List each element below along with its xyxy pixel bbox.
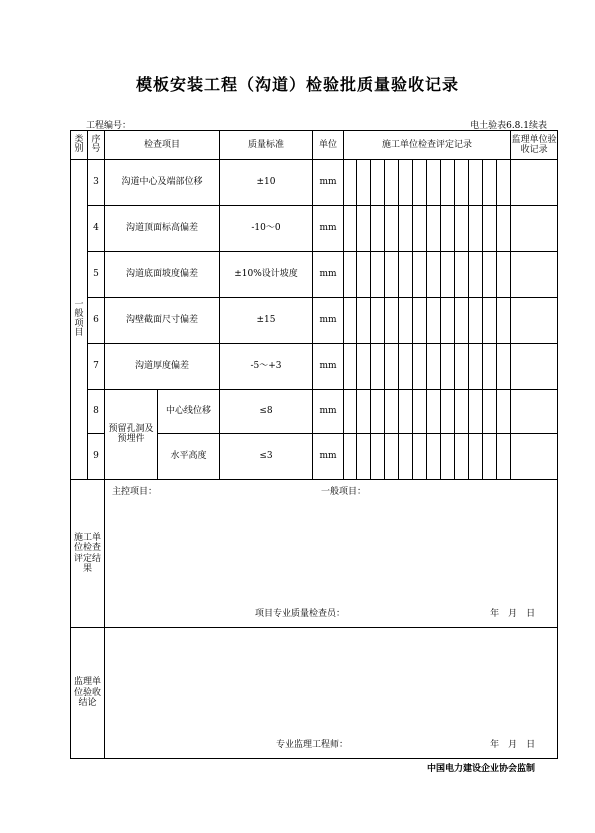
main-items-label: 主控项目： xyxy=(112,487,158,497)
form-number: 电土验表6.8.1续表 xyxy=(470,121,547,131)
supervision-conclusion-row xyxy=(71,628,558,759)
row-item: 沟道顶面标高偏差 xyxy=(105,206,220,252)
row-item: 沟道中心及端部位移 xyxy=(105,160,220,206)
record-cell[interactable] xyxy=(441,344,455,390)
row-standard: ≤3 xyxy=(220,434,313,480)
record-cell[interactable] xyxy=(455,252,469,298)
supervision-cell[interactable] xyxy=(511,252,558,298)
row-seq: 8 xyxy=(88,390,105,434)
record-cell[interactable] xyxy=(441,298,455,344)
row-standard: ≤8 xyxy=(220,390,313,434)
supervision-conclusion-label: 监理单位验收结论 xyxy=(73,677,101,709)
construction-result-row xyxy=(71,480,558,628)
record-cell[interactable] xyxy=(497,298,511,344)
record-cell[interactable] xyxy=(371,434,385,480)
supervision-cell[interactable] xyxy=(511,298,558,344)
inspection-table xyxy=(70,130,558,759)
row-standard: -5～+3 xyxy=(220,344,313,390)
record-cell[interactable] xyxy=(371,206,385,252)
row-seq: 5 xyxy=(88,252,105,298)
row-unit: mm xyxy=(313,434,344,480)
record-cell[interactable] xyxy=(399,160,413,206)
record-cell[interactable] xyxy=(497,206,511,252)
record-cell[interactable] xyxy=(344,206,357,252)
construction-result-label-cell xyxy=(71,480,105,628)
row-standard: ±10%设计坡度 xyxy=(220,252,313,298)
supervision-cell[interactable] xyxy=(511,160,558,206)
record-cell[interactable] xyxy=(413,344,427,390)
supervision-cell[interactable] xyxy=(511,434,558,480)
general-items-label: 一般项目： xyxy=(321,487,367,497)
record-cell[interactable] xyxy=(357,160,371,206)
header-seq: 序号 xyxy=(91,134,101,154)
record-cell[interactable] xyxy=(413,252,427,298)
row-item: 沟壁截面尺寸偏差 xyxy=(105,298,220,344)
category-cell xyxy=(71,160,88,480)
header-unit: 单位 xyxy=(313,131,344,160)
row-item: 中心线位移 xyxy=(158,390,220,434)
record-cell[interactable] xyxy=(483,252,497,298)
row-unit: mm xyxy=(313,298,344,344)
record-cell[interactable] xyxy=(427,298,441,344)
record-cell[interactable] xyxy=(441,390,455,434)
row-unit: mm xyxy=(313,344,344,390)
row-item: 沟道厚度偏差 xyxy=(105,344,220,390)
record-cell[interactable] xyxy=(357,344,371,390)
record-cell[interactable] xyxy=(483,206,497,252)
row-standard: ±10 xyxy=(220,160,313,206)
row-seq: 7 xyxy=(88,344,105,390)
record-cell[interactable] xyxy=(385,344,399,390)
record-cell[interactable] xyxy=(385,252,399,298)
record-cell[interactable] xyxy=(455,298,469,344)
record-cell[interactable] xyxy=(469,390,483,434)
record-cell[interactable] xyxy=(483,298,497,344)
record-cell[interactable] xyxy=(371,344,385,390)
category-general: 一般项目 xyxy=(74,299,84,338)
record-cell[interactable] xyxy=(371,390,385,434)
record-cell[interactable] xyxy=(497,434,511,480)
record-cell[interactable] xyxy=(357,434,371,480)
record-cell[interactable] xyxy=(483,390,497,434)
record-cell[interactable] xyxy=(455,344,469,390)
header-supervision-record: 监理单位验收记录 xyxy=(511,131,558,160)
record-cell[interactable] xyxy=(357,298,371,344)
row-unit: mm xyxy=(313,206,344,252)
conclusion-date: 年 月 日 xyxy=(490,740,536,750)
record-cell[interactable] xyxy=(413,298,427,344)
record-cell[interactable] xyxy=(399,390,413,434)
record-cell[interactable] xyxy=(344,434,357,480)
row-unit: mm xyxy=(313,160,344,206)
record-cell[interactable] xyxy=(497,252,511,298)
record-cell[interactable] xyxy=(399,298,413,344)
record-cell[interactable] xyxy=(483,160,497,206)
record-cell[interactable] xyxy=(385,434,399,480)
header-row xyxy=(71,131,558,160)
record-cell[interactable] xyxy=(427,160,441,206)
supervision-label-cell xyxy=(71,628,105,759)
record-cell[interactable] xyxy=(385,298,399,344)
row-item: 水平高度 xyxy=(158,434,220,480)
row-seq: 3 xyxy=(88,160,105,206)
record-cell[interactable] xyxy=(344,298,357,344)
row-seq: 9 xyxy=(88,434,105,480)
record-cell[interactable] xyxy=(385,206,399,252)
record-cell[interactable] xyxy=(427,434,441,480)
record-cell[interactable] xyxy=(344,160,357,206)
record-cell[interactable] xyxy=(441,160,455,206)
row-seq: 6 xyxy=(88,298,105,344)
record-cell[interactable] xyxy=(455,434,469,480)
record-cell[interactable] xyxy=(427,344,441,390)
record-cell[interactable] xyxy=(483,434,497,480)
project-no-label: 工程编号： xyxy=(86,121,132,131)
construction-result-label: 施工单位检查评定结果 xyxy=(73,532,101,574)
record-cell[interactable] xyxy=(469,344,483,390)
inspector-label: 项目专业质量检查员： xyxy=(255,609,346,619)
construction-result-box[interactable] xyxy=(105,480,558,628)
record-cell[interactable] xyxy=(413,434,427,480)
supervision-conclusion-box[interactable] xyxy=(105,628,558,759)
header-item: 检查项目 xyxy=(105,131,220,160)
record-cell[interactable] xyxy=(469,298,483,344)
record-cell[interactable] xyxy=(455,390,469,434)
record-cell[interactable] xyxy=(399,344,413,390)
table-row xyxy=(71,298,558,344)
record-cell[interactable] xyxy=(399,252,413,298)
record-cell[interactable] xyxy=(344,390,357,434)
record-cell[interactable] xyxy=(413,160,427,206)
record-cell[interactable] xyxy=(344,252,357,298)
row-item: 沟道底面坡度偏差 xyxy=(105,252,220,298)
supervision-cell[interactable] xyxy=(511,344,558,390)
header-standard: 质量标准 xyxy=(220,131,313,160)
table-row xyxy=(71,206,558,252)
record-cell[interactable] xyxy=(427,206,441,252)
record-cell[interactable] xyxy=(413,206,427,252)
record-cell[interactable] xyxy=(441,252,455,298)
header-category: 类别 xyxy=(74,134,84,154)
record-cell[interactable] xyxy=(497,390,511,434)
record-cell[interactable] xyxy=(469,252,483,298)
record-cell[interactable] xyxy=(371,298,385,344)
record-cell[interactable] xyxy=(455,160,469,206)
engineer-label: 专业监理工程师： xyxy=(276,740,349,750)
inspection-date: 年 月 日 xyxy=(490,609,536,619)
record-cell[interactable] xyxy=(357,252,371,298)
record-cell[interactable] xyxy=(455,206,469,252)
row-unit: mm xyxy=(313,252,344,298)
record-cell[interactable] xyxy=(483,344,497,390)
row-unit: mm xyxy=(313,390,344,434)
record-cell[interactable] xyxy=(441,206,455,252)
record-cell[interactable] xyxy=(469,434,483,480)
header-construction-record: 施工单位检查评定记录 xyxy=(344,131,511,160)
record-cell[interactable] xyxy=(427,390,441,434)
record-cell[interactable] xyxy=(427,252,441,298)
table-row xyxy=(71,344,558,390)
issuer-footer: 中国电力建设企业协会监制 xyxy=(426,764,535,774)
record-cell[interactable] xyxy=(371,252,385,298)
record-cell[interactable] xyxy=(385,390,399,434)
supervision-cell[interactable] xyxy=(511,206,558,252)
record-cell[interactable] xyxy=(357,390,371,434)
record-cell[interactable] xyxy=(344,344,357,390)
record-cell[interactable] xyxy=(441,434,455,480)
record-cell[interactable] xyxy=(399,434,413,480)
record-cell[interactable] xyxy=(469,206,483,252)
supervision-cell[interactable] xyxy=(511,390,558,434)
table-row xyxy=(71,390,558,434)
group-label: 预留孔洞及预埋件 xyxy=(105,390,158,480)
table-row xyxy=(71,252,558,298)
record-cell[interactable] xyxy=(385,160,399,206)
form-title: 模板安装工程（沟道）检验批质量验收记录 xyxy=(135,75,459,94)
row-standard: -10～0 xyxy=(220,206,313,252)
record-cell[interactable] xyxy=(357,206,371,252)
table-row xyxy=(71,160,558,206)
record-cell[interactable] xyxy=(399,206,413,252)
row-standard: ±15 xyxy=(220,298,313,344)
record-cell[interactable] xyxy=(497,344,511,390)
record-cell[interactable] xyxy=(371,160,385,206)
record-cell[interactable] xyxy=(497,160,511,206)
row-seq: 4 xyxy=(88,206,105,252)
record-cell[interactable] xyxy=(469,160,483,206)
record-cell[interactable] xyxy=(413,390,427,434)
